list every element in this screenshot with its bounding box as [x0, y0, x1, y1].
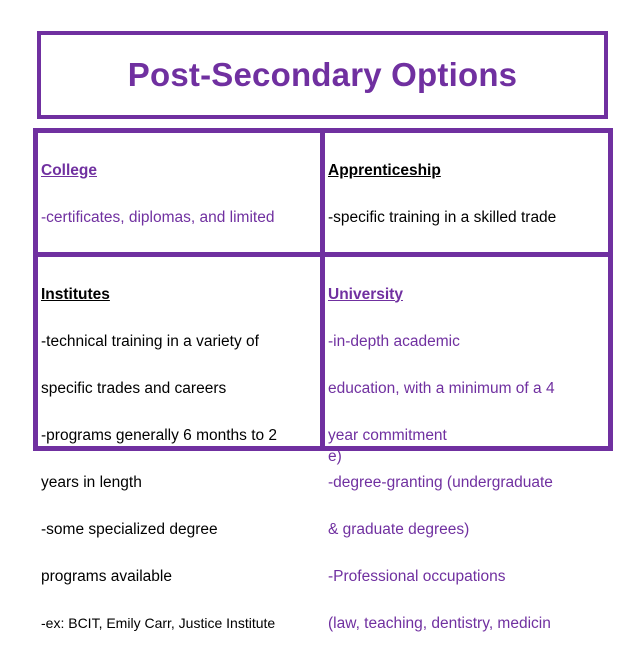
college-line: -certificates, diplomas, and limited	[41, 208, 275, 226]
institutes-line: -ex: BCIT, Emily Carr, Justice Institute	[41, 614, 276, 631]
institutes-line: years in length	[41, 473, 142, 491]
institutes-line: -programs generally 6 months to 2	[41, 426, 278, 444]
apprenticeship-line: -specific training in a skilled trade	[328, 208, 557, 226]
institutes-line: specific trades and careers	[41, 379, 227, 397]
institutes-line: programs available	[41, 567, 172, 585]
institutes-line: -some specialized degree	[41, 520, 218, 538]
apprenticeship-heading: Apprenticeship	[328, 161, 441, 179]
university-line-overflow: e)	[328, 448, 342, 465]
university-line: (law, teaching, dentistry, medicin	[328, 614, 551, 632]
university-line: & graduate degrees)	[328, 520, 470, 538]
institutes-heading: Institutes	[41, 285, 110, 303]
title-box	[37, 31, 608, 119]
college-heading: College	[41, 161, 97, 179]
institutes-cell	[38, 257, 320, 631]
university-cell	[325, 257, 608, 632]
apprenticeship-cell	[325, 133, 608, 252]
university-line: -degree-granting (undergraduate	[328, 473, 553, 491]
institutes-line: -technical training in a variety of	[41, 332, 259, 350]
university-line: education, with a minimum of a 4	[328, 379, 555, 397]
university-line: year commitment	[328, 426, 447, 444]
university-line: -in-depth academic	[328, 332, 460, 350]
slide-title: Post-Secondary Options	[127, 56, 518, 93]
college-cell	[38, 133, 320, 252]
university-heading: University	[328, 285, 403, 303]
university-line: -Professional occupations	[328, 567, 506, 585]
